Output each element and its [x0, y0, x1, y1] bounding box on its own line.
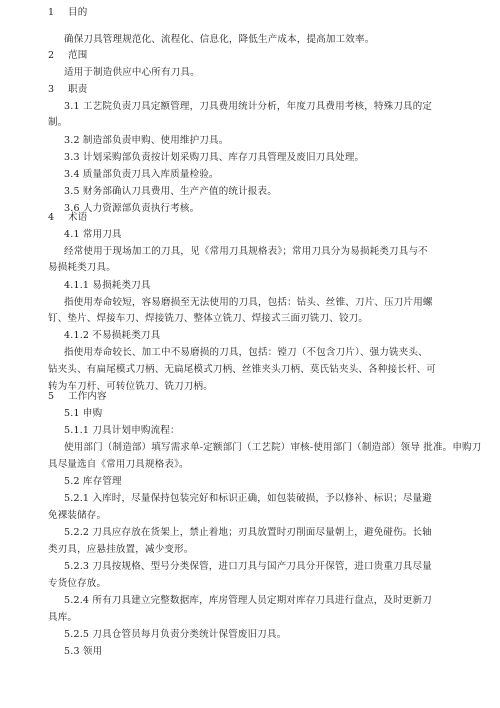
section-3-item: 制。 — [48, 117, 68, 128]
paragraph-line: 5.2.4 所有刀具建立完整数据库，库房管理人员定期对库存刀具进行盘点，及时更新刀 — [64, 595, 432, 606]
section-3-item: 3.5 财务部确认刀具费用、生产产值的统计报表。 — [64, 186, 277, 197]
section-2-number: 2 — [48, 50, 55, 61]
paragraph-line: 专货位存放。 — [48, 578, 107, 589]
section-1-title: 目的 — [68, 7, 88, 18]
section-4-title: 术语 — [68, 212, 88, 223]
subsection-5-1-heading: 5.1 申购 — [64, 408, 103, 419]
subsection-5-3-heading: 5.3 领用 — [64, 646, 103, 657]
section-5-number: 5 — [48, 391, 55, 402]
paragraph-line: 转为车刀杆、可转位铣刀、铣刀刀柄。 — [48, 381, 213, 392]
subsection-4-1-1-heading: 4.1.1 易损耗类刀具 — [64, 280, 151, 291]
section-3-number: 3 — [48, 84, 55, 95]
paragraph-line: 具尽量选自《常用刀具规格表》。 — [48, 459, 189, 470]
paragraph-line: 具库。 — [48, 612, 78, 623]
subsection-4-1-heading: 4.1 常用刀具 — [64, 229, 122, 240]
paragraph-line: 钉、垫片、焊接车刀、焊接铣刀、整体立铣刀、焊接式三面刃铣刀、铰刀。 — [48, 313, 369, 324]
subsection-5-1-1-heading: 5.1.1 刀具计划申购流程： — [64, 425, 180, 436]
section-3-item: 3.6 人力资源部负责执行考核。 — [64, 203, 200, 214]
paragraph-line: 指使用寿命较短，容易磨损至无法使用的刀具，包括：钻头、丝锥、刀片、压刀片用螺 — [64, 297, 433, 308]
paragraph-line: 使用部门（制造部）填写需求单-定额部门（工艺院）审核-使用部门（制造部）领导 批准。申购刀 — [64, 442, 482, 453]
section-3-title: 职责 — [68, 84, 88, 95]
section-5-title: 工作内容 — [68, 391, 107, 402]
paragraph-line: 5.2.5 刀具仓管员每月负责分类统计保管废旧刀具。 — [64, 629, 287, 640]
section-2-body: 适用于制造供应中心所有刀具。 — [64, 67, 200, 78]
section-3-item: 3.4 质量部负责刀具入库质量检验。 — [64, 169, 219, 180]
section-3-item: 3.3 计划采购部负责按计划采购刀具、库存刀具管理及废旧刀具处理。 — [64, 152, 365, 163]
paragraph-line: 免裸装储存。 — [48, 510, 107, 521]
paragraph-line: 经常使用于现场加工的刀具，见《常用刀具规格表》；常用刀具分为易损耗类刀具与不 — [64, 246, 428, 257]
subsection-5-2-heading: 5.2 库存管理 — [64, 476, 122, 487]
subsection-4-1-2-heading: 4.1.2 不易损耗类刀具 — [64, 330, 161, 341]
paragraph-line: 易损耗类刀具。 — [48, 262, 116, 273]
paragraph-line: 钻夹头、有扁尾模式刀柄、无扁尾模式刀柄、丝锥夹头刀柄、莫氏钻夹头、各种接长杆、可 — [48, 364, 437, 375]
paragraph-line: 5.2.2 刀具应存放在货架上，禁止着地；刃具放置时刃削面尽量朝上，避免碰伤。长轴 — [64, 527, 432, 538]
paragraph-line: 5.2.1 入库时，尽量保持包装完好和标识正确，如包装破损，予以修补、标识；尽量避 — [64, 493, 432, 504]
paragraph-line: 类刃具，应悬挂放置，减少变形。 — [48, 544, 194, 555]
section-1-number: 1 — [48, 7, 55, 18]
paragraph-line: 指使用寿命较长、加工中不易磨损的刀具，包括：镗刀（不包含刀片）、强力铣夹头、 — [64, 347, 428, 358]
section-4-number: 4 — [48, 212, 55, 223]
section-1-body: 确保刀具管理规范化、流程化、信息化，降低生产成本，提高加工效率。 — [64, 34, 375, 45]
paragraph-line: 5.2.3 刀具按规格、型号分类保管，进口刀具与国产刀具分开保管，进口贵重刀具尽量 — [64, 561, 432, 572]
section-3-item: 3.1 工艺院负责刀具定额管理，刀具费用统计分析，年度刀具费用考核，特殊刀具的定 — [64, 101, 433, 112]
section-3-item: 3.2 制造部负责申购、使用维护刀具。 — [64, 135, 229, 146]
section-2-title: 范围 — [68, 50, 88, 61]
